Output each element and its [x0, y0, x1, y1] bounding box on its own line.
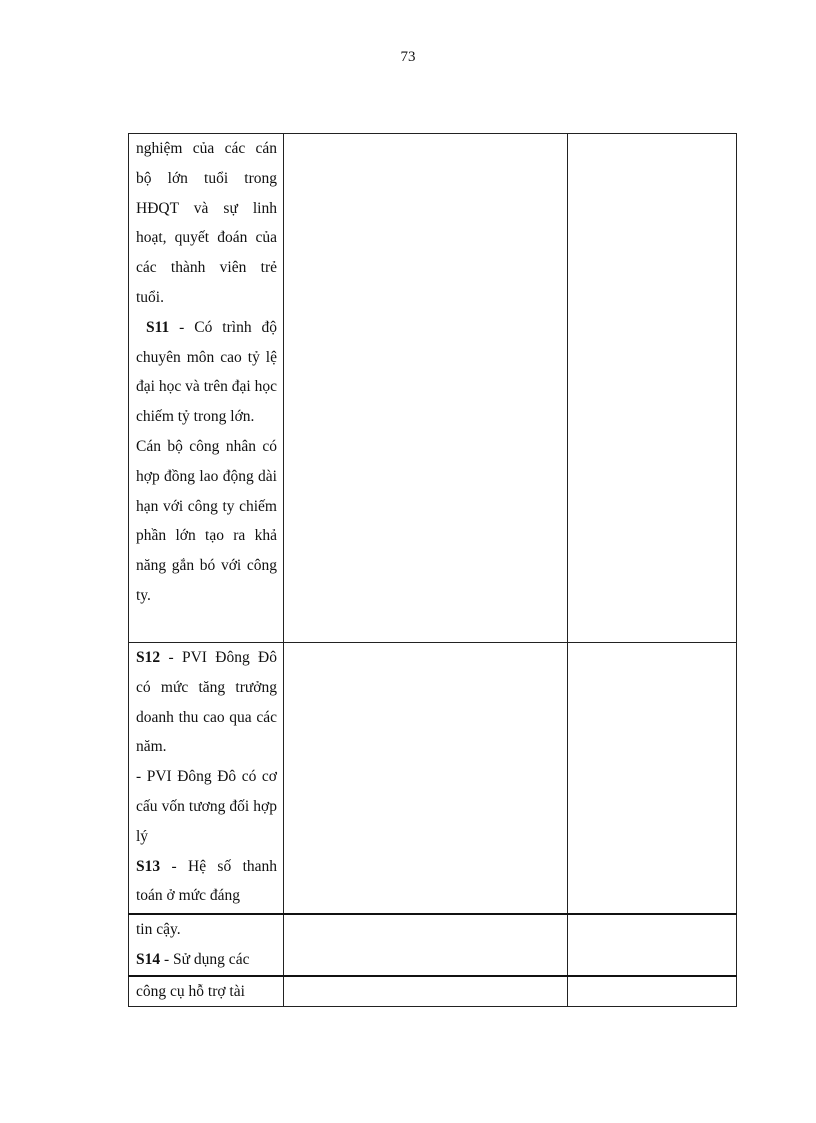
table-cell-empty: [568, 134, 737, 643]
paragraph-text: công cụ hỗ trợ tài: [136, 982, 245, 1000]
paragraph: [136, 432, 277, 611]
table-cell-empty: [568, 643, 737, 915]
paragraph: [136, 313, 277, 432]
item-code: S12: [136, 649, 161, 666]
paragraph-text: nghiệm của các cán bộ lớn tuổi trong HĐQT và sự linh hoạt, quyết đoán của các thành viên trẻ tuổi.: [136, 140, 277, 306]
table-row: [129, 976, 737, 1007]
paragraph: [136, 945, 277, 975]
table-cell-empty: [284, 976, 568, 1007]
paragraph: [136, 762, 277, 851]
table-cell-strengths: [129, 134, 284, 643]
paragraph: [136, 852, 277, 912]
paragraph: [136, 977, 277, 1007]
table-cell-strengths: [129, 643, 284, 915]
paragraph: [136, 643, 277, 762]
paragraph-text: - Có trình độ chuyên môn cao tỷ lệ đại học và trên đại học chiếm tỷ trong lớn.: [136, 318, 278, 426]
swot-table: [128, 133, 737, 1007]
table-cell-empty: [284, 134, 568, 643]
table-cell-empty: [284, 643, 568, 915]
paragraph-text: - PVI Đông Đô có cơ cấu vốn tương đối hợp lý: [136, 768, 277, 845]
table-cell-strengths: [129, 914, 284, 976]
paragraph-text: - PVI Đông Đô có mức tăng trưởng doanh thu cao qua các năm.: [136, 649, 277, 756]
item-code: S11: [145, 318, 170, 336]
paragraph-text: - Sử dụng các: [160, 950, 250, 968]
table-cell-empty: [284, 914, 568, 976]
paragraph: [136, 134, 277, 313]
page-number: 73: [400, 49, 416, 65]
item-code: S13: [136, 857, 161, 875]
table-row: [129, 643, 737, 915]
paragraph-text: Cán bộ công nhân có hợp đồng lao động dài hạn với công ty chiếm phần lớn tạo ra khả năng gắn bó với công ty.: [136, 437, 277, 604]
table-row: [129, 914, 737, 976]
table-cell-empty: [568, 976, 737, 1007]
table-cell-empty: [568, 914, 737, 976]
paragraph: [136, 915, 277, 945]
table-cell-strengths: [129, 976, 284, 1007]
paragraph-text: tin cậy.: [136, 921, 181, 938]
table-row: [129, 134, 737, 643]
item-code: S14: [136, 950, 161, 968]
paragraph-text: - Hệ số thanh toán ở mức đáng: [136, 857, 277, 905]
